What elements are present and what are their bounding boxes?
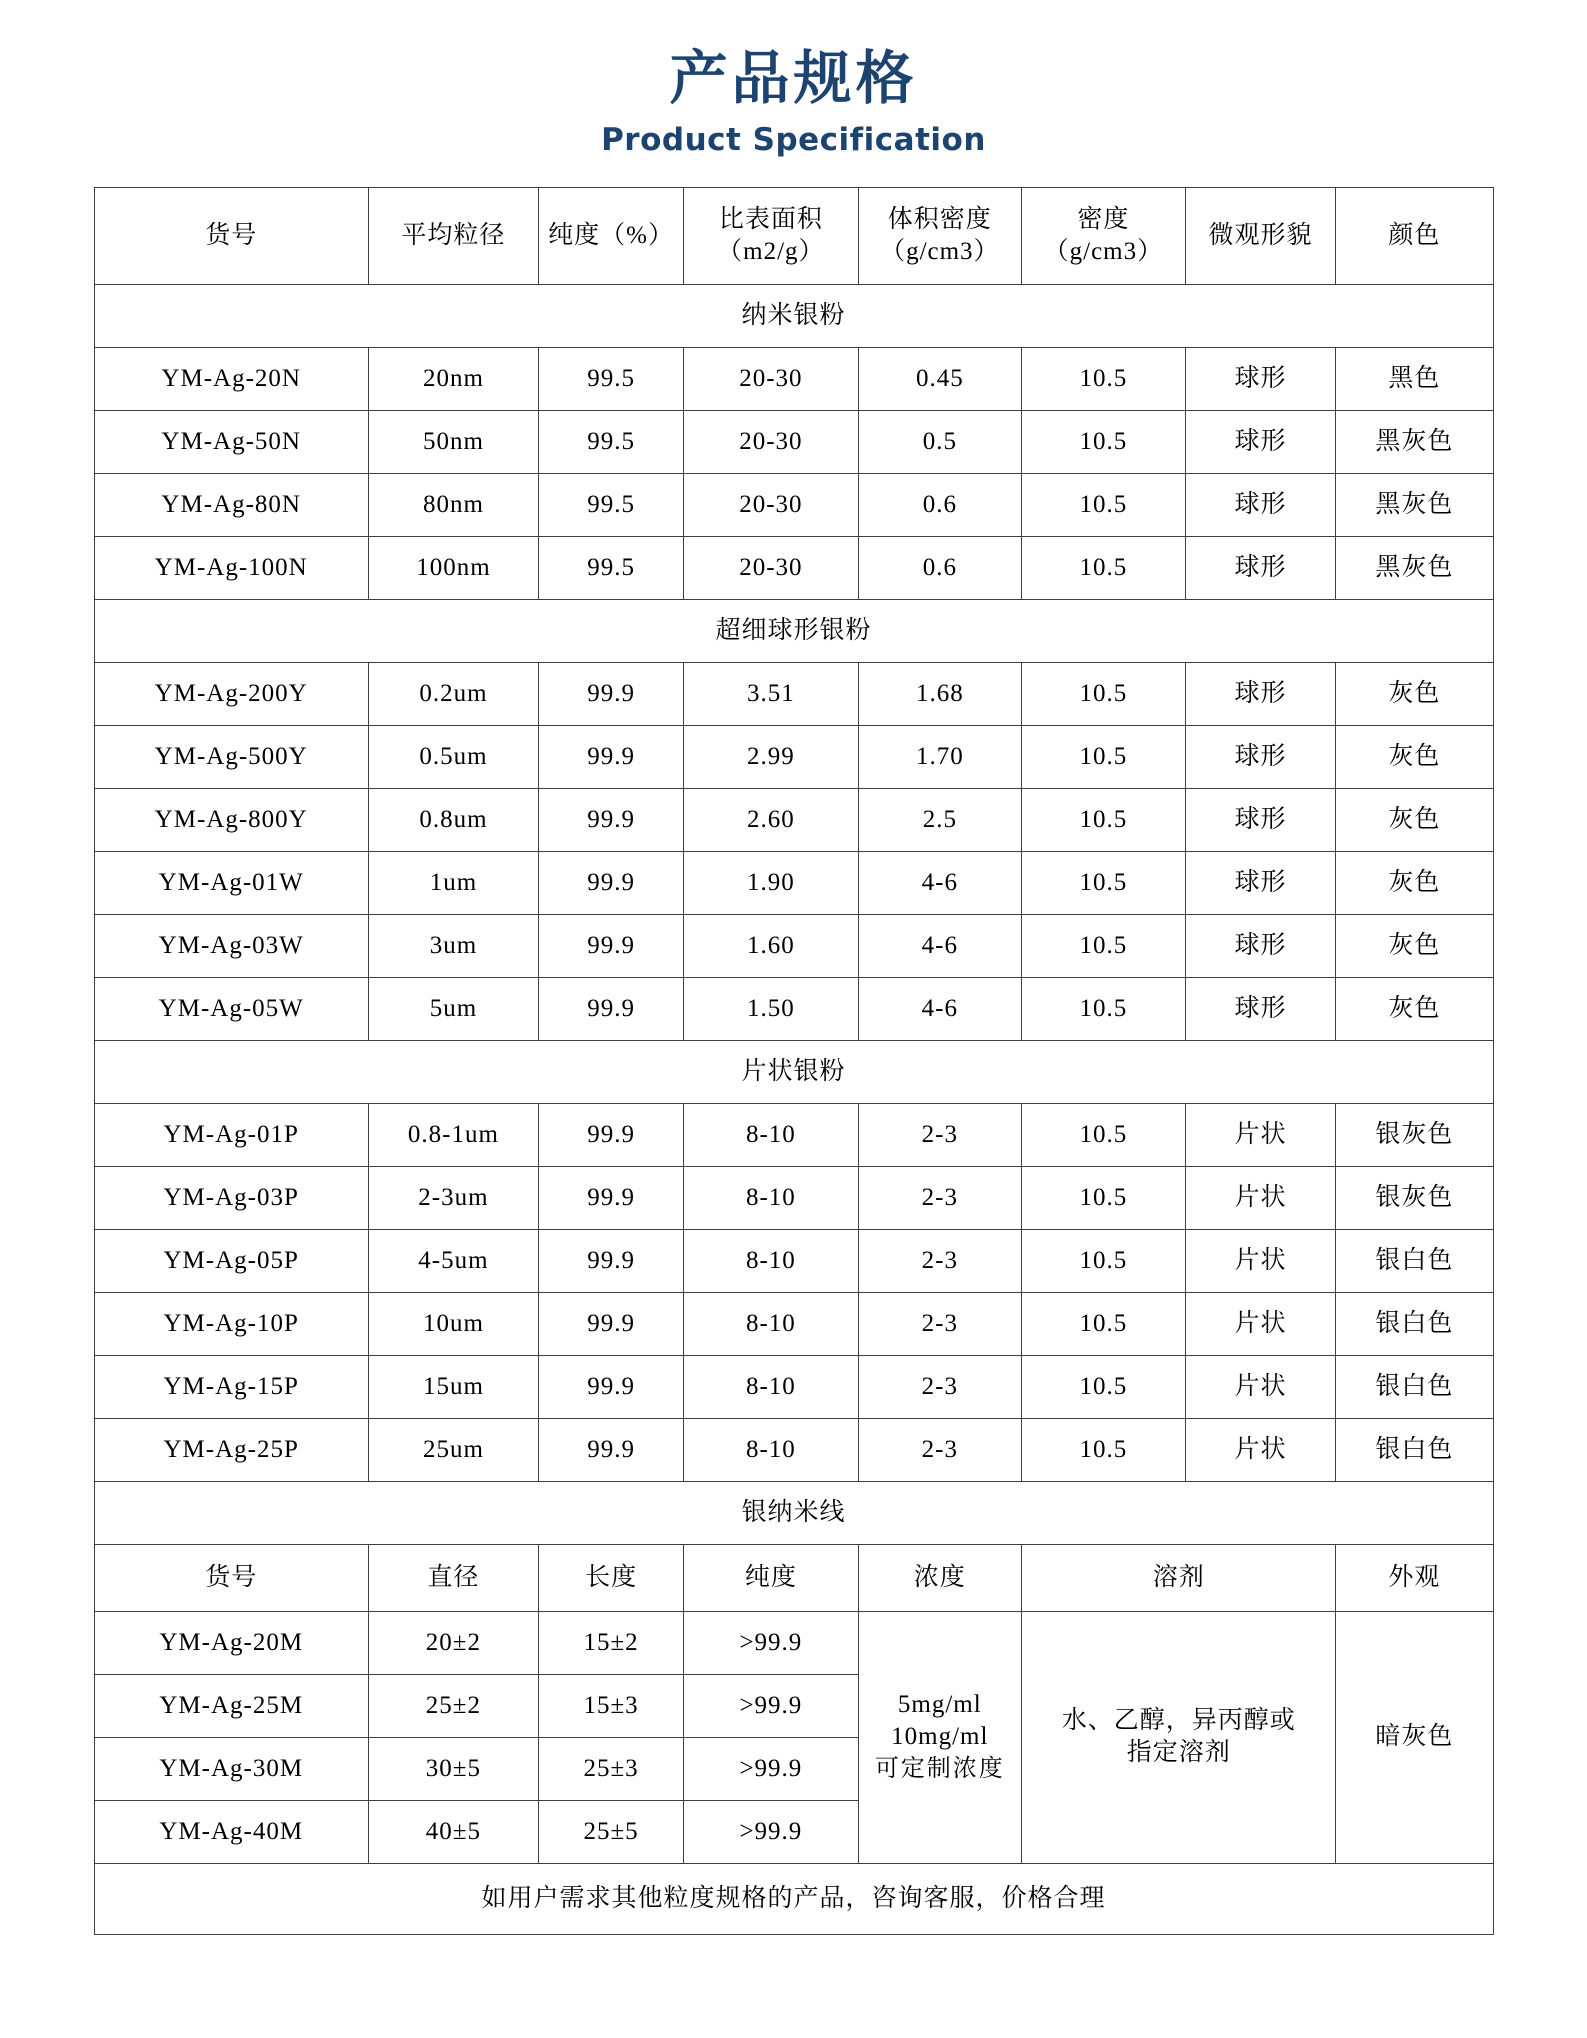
cell-morphology: 球形 — [1185, 914, 1336, 977]
cell-product-code: YM-Ag-15P — [94, 1355, 368, 1418]
column-header-7: 微观形貌 — [1185, 187, 1336, 284]
cell-morphology: 片状 — [1185, 1103, 1336, 1166]
cell-specific-surface-area: 2.99 — [684, 725, 858, 788]
cell-specific-surface-area: 20-30 — [684, 473, 858, 536]
nanowire-column-header-3: 长度 — [538, 1544, 683, 1611]
table-row — [94, 977, 1493, 1040]
cell-average-particle-size: 20nm — [368, 347, 538, 410]
cell-bulk-density: 2-3 — [858, 1103, 1022, 1166]
cell-average-particle-size: 0.5um — [368, 725, 538, 788]
cell-average-particle-size: 0.8-1um — [368, 1103, 538, 1166]
cell-product-code: YM-Ag-100N — [94, 536, 368, 599]
cell-density: 10.5 — [1022, 977, 1186, 1040]
cell-specific-surface-area: 8-10 — [684, 1166, 858, 1229]
cell-product-code: YM-Ag-25P — [94, 1418, 368, 1481]
cell-bulk-density: 1.68 — [858, 662, 1022, 725]
cell-average-particle-size: 15um — [368, 1355, 538, 1418]
cell-bulk-density: 2-3 — [858, 1418, 1022, 1481]
cell-specific-surface-area: 1.90 — [684, 851, 858, 914]
cell-morphology: 片状 — [1185, 1292, 1336, 1355]
cell-average-particle-size: 100nm — [368, 536, 538, 599]
cell-purity: 99.9 — [538, 851, 683, 914]
cell-specific-surface-area: 8-10 — [684, 1418, 858, 1481]
cell-bulk-density: 0.6 — [858, 473, 1022, 536]
cell-bulk-density: 0.45 — [858, 347, 1022, 410]
column-header-2: 平均粒径 — [368, 187, 538, 284]
cell-purity: 99.9 — [538, 1292, 683, 1355]
cell-length: 15±2 — [538, 1611, 683, 1674]
cell-color: 灰色 — [1336, 662, 1493, 725]
group-title-3: 片状银粉 — [94, 1040, 1493, 1103]
table-row — [94, 410, 1493, 473]
table-row — [94, 1229, 1493, 1292]
column-header-4: 比表面积 （m2/g） — [684, 187, 858, 284]
cell-diameter: 30±5 — [368, 1737, 538, 1800]
cell-purity: >99.9 — [684, 1611, 858, 1674]
cell-appearance: 暗灰色 — [1336, 1611, 1493, 1863]
cell-density: 10.5 — [1022, 1418, 1186, 1481]
table-row — [94, 347, 1493, 410]
cell-bulk-density: 2-3 — [858, 1229, 1022, 1292]
cell-color: 黑灰色 — [1336, 410, 1493, 473]
cell-product-code: YM-Ag-10P — [94, 1292, 368, 1355]
cell-bulk-density: 2.5 — [858, 788, 1022, 851]
cell-morphology: 球形 — [1185, 977, 1336, 1040]
cell-average-particle-size: 2-3um — [368, 1166, 538, 1229]
cell-color: 灰色 — [1336, 977, 1493, 1040]
cell-specific-surface-area: 20-30 — [684, 347, 858, 410]
table-row — [94, 1166, 1493, 1229]
cell-purity: 99.9 — [538, 1166, 683, 1229]
cell-color: 银灰色 — [1336, 1166, 1493, 1229]
cell-color: 灰色 — [1336, 914, 1493, 977]
group-header-row — [94, 284, 1493, 347]
cell-morphology: 片状 — [1185, 1229, 1336, 1292]
cell-length: 25±3 — [538, 1737, 683, 1800]
table-header-row — [94, 187, 1493, 284]
page-title-cn: 产品规格 — [669, 44, 918, 112]
cell-density: 10.5 — [1022, 473, 1186, 536]
group-header-row — [94, 599, 1493, 662]
cell-product-code: YM-Ag-03P — [94, 1166, 368, 1229]
cell-density: 10.5 — [1022, 725, 1186, 788]
cell-density: 10.5 — [1022, 914, 1186, 977]
cell-morphology: 球形 — [1185, 788, 1336, 851]
group-title-nanowire: 银纳米线 — [94, 1481, 1493, 1544]
cell-average-particle-size: 80nm — [368, 473, 538, 536]
cell-average-particle-size: 25um — [368, 1418, 538, 1481]
cell-specific-surface-area: 8-10 — [684, 1355, 858, 1418]
spec-table-container — [94, 187, 1494, 1935]
cell-product-code: YM-Ag-500Y — [94, 725, 368, 788]
cell-diameter: 20±2 — [368, 1611, 538, 1674]
cell-purity: 99.9 — [538, 1103, 683, 1166]
cell-purity: >99.9 — [684, 1737, 858, 1800]
cell-density: 10.5 — [1022, 788, 1186, 851]
cell-density: 10.5 — [1022, 1292, 1186, 1355]
column-header-8: 颜色 — [1336, 187, 1493, 284]
cell-purity: 99.9 — [538, 977, 683, 1040]
cell-bulk-density: 2-3 — [858, 1355, 1022, 1418]
group-header-row — [94, 1481, 1493, 1544]
cell-solvent: 水、乙醇，异丙醇或 指定溶剂 — [1022, 1611, 1336, 1863]
table-row — [94, 1355, 1493, 1418]
nanowire-header-row — [94, 1544, 1493, 1611]
cell-purity: 99.9 — [538, 1418, 683, 1481]
cell-density: 10.5 — [1022, 851, 1186, 914]
table-row — [94, 1611, 1493, 1674]
cell-specific-surface-area: 1.60 — [684, 914, 858, 977]
cell-density: 10.5 — [1022, 536, 1186, 599]
cell-product-code: YM-Ag-20N — [94, 347, 368, 410]
cell-color: 灰色 — [1336, 788, 1493, 851]
group-title-2: 超细球形银粉 — [94, 599, 1493, 662]
cell-average-particle-size: 10um — [368, 1292, 538, 1355]
nanowire-column-header-4: 纯度 — [684, 1544, 858, 1611]
cell-average-particle-size: 0.8um — [368, 788, 538, 851]
cell-product-code: YM-Ag-50N — [94, 410, 368, 473]
cell-morphology: 片状 — [1185, 1355, 1336, 1418]
cell-color: 银白色 — [1336, 1292, 1493, 1355]
cell-specific-surface-area: 1.50 — [684, 977, 858, 1040]
cell-color: 银灰色 — [1336, 1103, 1493, 1166]
cell-length: 15±3 — [538, 1674, 683, 1737]
table-row — [94, 914, 1493, 977]
cell-purity: 99.5 — [538, 347, 683, 410]
cell-purity: 99.5 — [538, 473, 683, 536]
cell-color: 灰色 — [1336, 725, 1493, 788]
cell-color: 黑灰色 — [1336, 536, 1493, 599]
cell-purity: >99.9 — [684, 1800, 858, 1863]
cell-average-particle-size: 4-5um — [368, 1229, 538, 1292]
cell-average-particle-size: 5um — [368, 977, 538, 1040]
cell-morphology: 球形 — [1185, 725, 1336, 788]
cell-product-code: YM-Ag-03W — [94, 914, 368, 977]
nanowire-column-header-7: 外观 — [1336, 1544, 1493, 1611]
cell-product-code: YM-Ag-40M — [94, 1800, 368, 1863]
cell-average-particle-size: 0.2um — [368, 662, 538, 725]
cell-bulk-density: 4-6 — [858, 914, 1022, 977]
cell-morphology: 球形 — [1185, 851, 1336, 914]
cell-bulk-density: 2-3 — [858, 1292, 1022, 1355]
cell-purity: 99.9 — [538, 1229, 683, 1292]
cell-density: 10.5 — [1022, 410, 1186, 473]
cell-product-code: YM-Ag-30M — [94, 1737, 368, 1800]
table-row — [94, 1418, 1493, 1481]
cell-diameter: 25±2 — [368, 1674, 538, 1737]
cell-purity: 99.5 — [538, 536, 683, 599]
cell-purity: 99.9 — [538, 725, 683, 788]
table-row — [94, 1292, 1493, 1355]
cell-average-particle-size: 50nm — [368, 410, 538, 473]
cell-color: 黑灰色 — [1336, 473, 1493, 536]
cell-morphology: 球形 — [1185, 662, 1336, 725]
cell-purity: 99.9 — [538, 662, 683, 725]
footer-note-row — [94, 1863, 1493, 1934]
cell-density: 10.5 — [1022, 347, 1186, 410]
cell-specific-surface-area: 20-30 — [684, 410, 858, 473]
cell-product-code: YM-Ag-20M — [94, 1611, 368, 1674]
cell-density: 10.5 — [1022, 1103, 1186, 1166]
page-title-en: Product Specification — [601, 122, 986, 159]
table-row — [94, 725, 1493, 788]
group-header-row — [94, 1040, 1493, 1103]
page-header — [0, 0, 1587, 161]
cell-density: 10.5 — [1022, 662, 1186, 725]
cell-density: 10.5 — [1022, 1166, 1186, 1229]
cell-diameter: 40±5 — [368, 1800, 538, 1863]
cell-density: 10.5 — [1022, 1229, 1186, 1292]
column-header-5: 体积密度 （g/cm3） — [858, 187, 1022, 284]
table-row — [94, 473, 1493, 536]
table-row — [94, 1103, 1493, 1166]
nanowire-column-header-6: 溶剂 — [1022, 1544, 1336, 1611]
cell-product-code: YM-Ag-200Y — [94, 662, 368, 725]
nanowire-column-header-5: 浓度 — [858, 1544, 1022, 1611]
column-header-1: 货号 — [94, 187, 368, 284]
cell-product-code: YM-Ag-01P — [94, 1103, 368, 1166]
cell-specific-surface-area: 2.60 — [684, 788, 858, 851]
cell-morphology: 球形 — [1185, 347, 1336, 410]
cell-average-particle-size: 1um — [368, 851, 538, 914]
nanowire-column-header-2: 直径 — [368, 1544, 538, 1611]
column-header-6: 密度 （g/cm3） — [1022, 187, 1186, 284]
table-row — [94, 662, 1493, 725]
cell-purity: 99.9 — [538, 788, 683, 851]
cell-specific-surface-area: 8-10 — [684, 1103, 858, 1166]
cell-product-code: YM-Ag-01W — [94, 851, 368, 914]
cell-color: 银白色 — [1336, 1229, 1493, 1292]
group-title-1: 纳米银粉 — [94, 284, 1493, 347]
cell-color: 银白色 — [1336, 1418, 1493, 1481]
cell-morphology: 球形 — [1185, 473, 1336, 536]
cell-morphology: 球形 — [1185, 410, 1336, 473]
cell-specific-surface-area: 20-30 — [684, 536, 858, 599]
cell-product-code: YM-Ag-05W — [94, 977, 368, 1040]
table-row — [94, 536, 1493, 599]
cell-product-code: YM-Ag-05P — [94, 1229, 368, 1292]
cell-purity: 99.9 — [538, 1355, 683, 1418]
cell-product-code: YM-Ag-800Y — [94, 788, 368, 851]
cell-bulk-density: 0.6 — [858, 536, 1022, 599]
cell-purity: 99.9 — [538, 914, 683, 977]
footer-note: 如用户需求其他粒度规格的产品，咨询客服，价格合理 — [94, 1863, 1493, 1934]
cell-color: 黑色 — [1336, 347, 1493, 410]
cell-specific-surface-area: 8-10 — [684, 1229, 858, 1292]
cell-bulk-density: 4-6 — [858, 977, 1022, 1040]
cell-bulk-density: 2-3 — [858, 1166, 1022, 1229]
table-row — [94, 788, 1493, 851]
column-header-3: 纯度（%） — [538, 187, 683, 284]
cell-morphology: 片状 — [1185, 1418, 1336, 1481]
cell-color: 灰色 — [1336, 851, 1493, 914]
cell-concentration: 5mg/ml 10mg/ml 可定制浓度 — [858, 1611, 1022, 1863]
cell-specific-surface-area: 3.51 — [684, 662, 858, 725]
cell-length: 25±5 — [538, 1800, 683, 1863]
cell-bulk-density: 4-6 — [858, 851, 1022, 914]
cell-bulk-density: 1.70 — [858, 725, 1022, 788]
cell-purity: 99.5 — [538, 410, 683, 473]
cell-product-code: YM-Ag-80N — [94, 473, 368, 536]
cell-specific-surface-area: 8-10 — [684, 1292, 858, 1355]
spec-table — [94, 187, 1494, 1935]
cell-morphology: 球形 — [1185, 536, 1336, 599]
cell-product-code: YM-Ag-25M — [94, 1674, 368, 1737]
cell-color: 银白色 — [1336, 1355, 1493, 1418]
cell-density: 10.5 — [1022, 1355, 1186, 1418]
cell-purity: >99.9 — [684, 1674, 858, 1737]
nanowire-column-header-1: 货号 — [94, 1544, 368, 1611]
cell-average-particle-size: 3um — [368, 914, 538, 977]
cell-morphology: 片状 — [1185, 1166, 1336, 1229]
cell-bulk-density: 0.5 — [858, 410, 1022, 473]
table-row — [94, 851, 1493, 914]
